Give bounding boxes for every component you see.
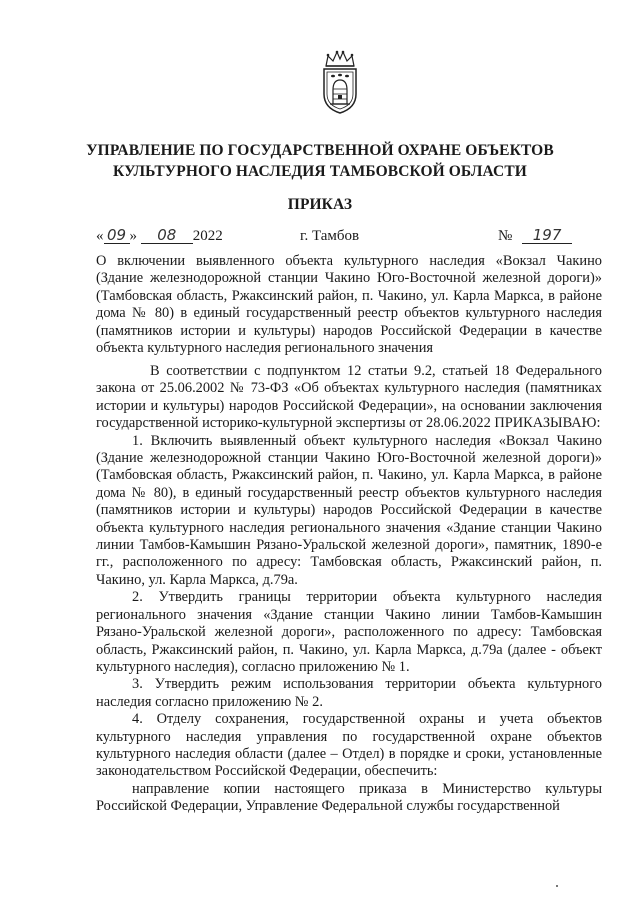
document-type: ПРИКАЗ [287, 196, 353, 213]
item-3-paragraph: 3. Утвердить режим использования территории объекта культурного наследия согласно приложению № 2. [96, 676, 602, 710]
date-year: 2022 [192, 228, 223, 244]
item-4-paragraph: 4. Отделу сохранения, государственной охраны и учета объектов культурного наследия управления по государственной охране объектов культурного наследия области (далее – Отдел) в порядке и сроки, установленные законодательством Российской Федерации, обеспечить: [96, 711, 602, 780]
document-title: О включении выявленного объекта культурного наследия «Вокзал Чакино (Здание железнодорожной станции Чакино Юго-Восточной железной дороги)» (Тамбовская область, Ржаксинский район, п. Чакино, ул. Карла Маркса, в районе дома № 80) в единый государственный реестр объектов культурного наследия (памятников истории и культуры) народов Российской Федерации в качестве объекта культурного наследия регионального значения [96, 253, 602, 357]
quote-open: « [96, 228, 104, 244]
date-day: 09 [104, 227, 130, 244]
date-month: 08 [141, 227, 193, 244]
document-body [96, 363, 602, 816]
document-date [96, 226, 223, 246]
number-value: 197 [522, 227, 572, 244]
org-name-line-1: УПРАВЛЕНИЕ ПО ГОСУДАРСТВЕННОЙ ОХРАНЕ ОБЪЕКТОВ [86, 142, 554, 159]
item-1-paragraph: 1. Включить выявленный объект культурного наследия «Вокзал Чакино (Здание железнодорожной станции Чакино Юго-Восточной железной дороги)» (Тамбовская область, Ржаксинский район, п. Чакино, ул. Карла Маркса, в районе дома № 80), в единый государственный реестр объектов культурного наследия (памятников истории и культуры) народов Российской Федерации в качестве объекта культурного наследия регионального значения «Здание станции Чакино линии Тамбов-Камышин Рязано-Уральской железной дороги», памятник, 1890-е гг., расположенного по адресу: Тамбовская область, Ржаксинский район, п. Чакино, ул. Карла Маркса, д.79а. [96, 432, 602, 588]
scan-speck [556, 885, 558, 887]
document-number [498, 226, 572, 246]
preamble-paragraph: В соответствии с подпунктом 12 статьи 9.2, статьей 18 Федерального закона от 25.06.2002 № 73-ФЗ «Об объектах культурного наследия (памятниках истории и культуры) народов Российской Федерации», на основании заключения государственной историко-культурной экспертизы от 28.06.2022 ПРИКАЗЫВАЮ: [96, 363, 602, 432]
item-4-subparagraph: направление копии настоящего приказа в Министерство культуры Российской Федерации, Управление Федеральной службы государственной [96, 780, 602, 815]
quote-close: » [129, 228, 137, 244]
item-2-paragraph: 2. Утвердить границы территории объекта культурного наследия регионального значения «Здание станции Чакино линии Тамбов-Камышин Рязано-Уральской железной дороги», расположенного по адресу: Тамбовская область, Ржаксинский район, п. Чакино, ул. Карла Маркса, д.79а (далее - объект культурного наследия), согласно приложению № 1. [96, 589, 602, 675]
document-city: г. Тамбов [300, 228, 360, 244]
org-name-line-2: КУЛЬТУРНОГО НАСЛЕДИЯ ТАМБОВСКОЙ ОБЛАСТИ [113, 163, 527, 180]
tambov-coat-of-arms-icon [318, 48, 362, 116]
number-sign: № [498, 228, 513, 244]
